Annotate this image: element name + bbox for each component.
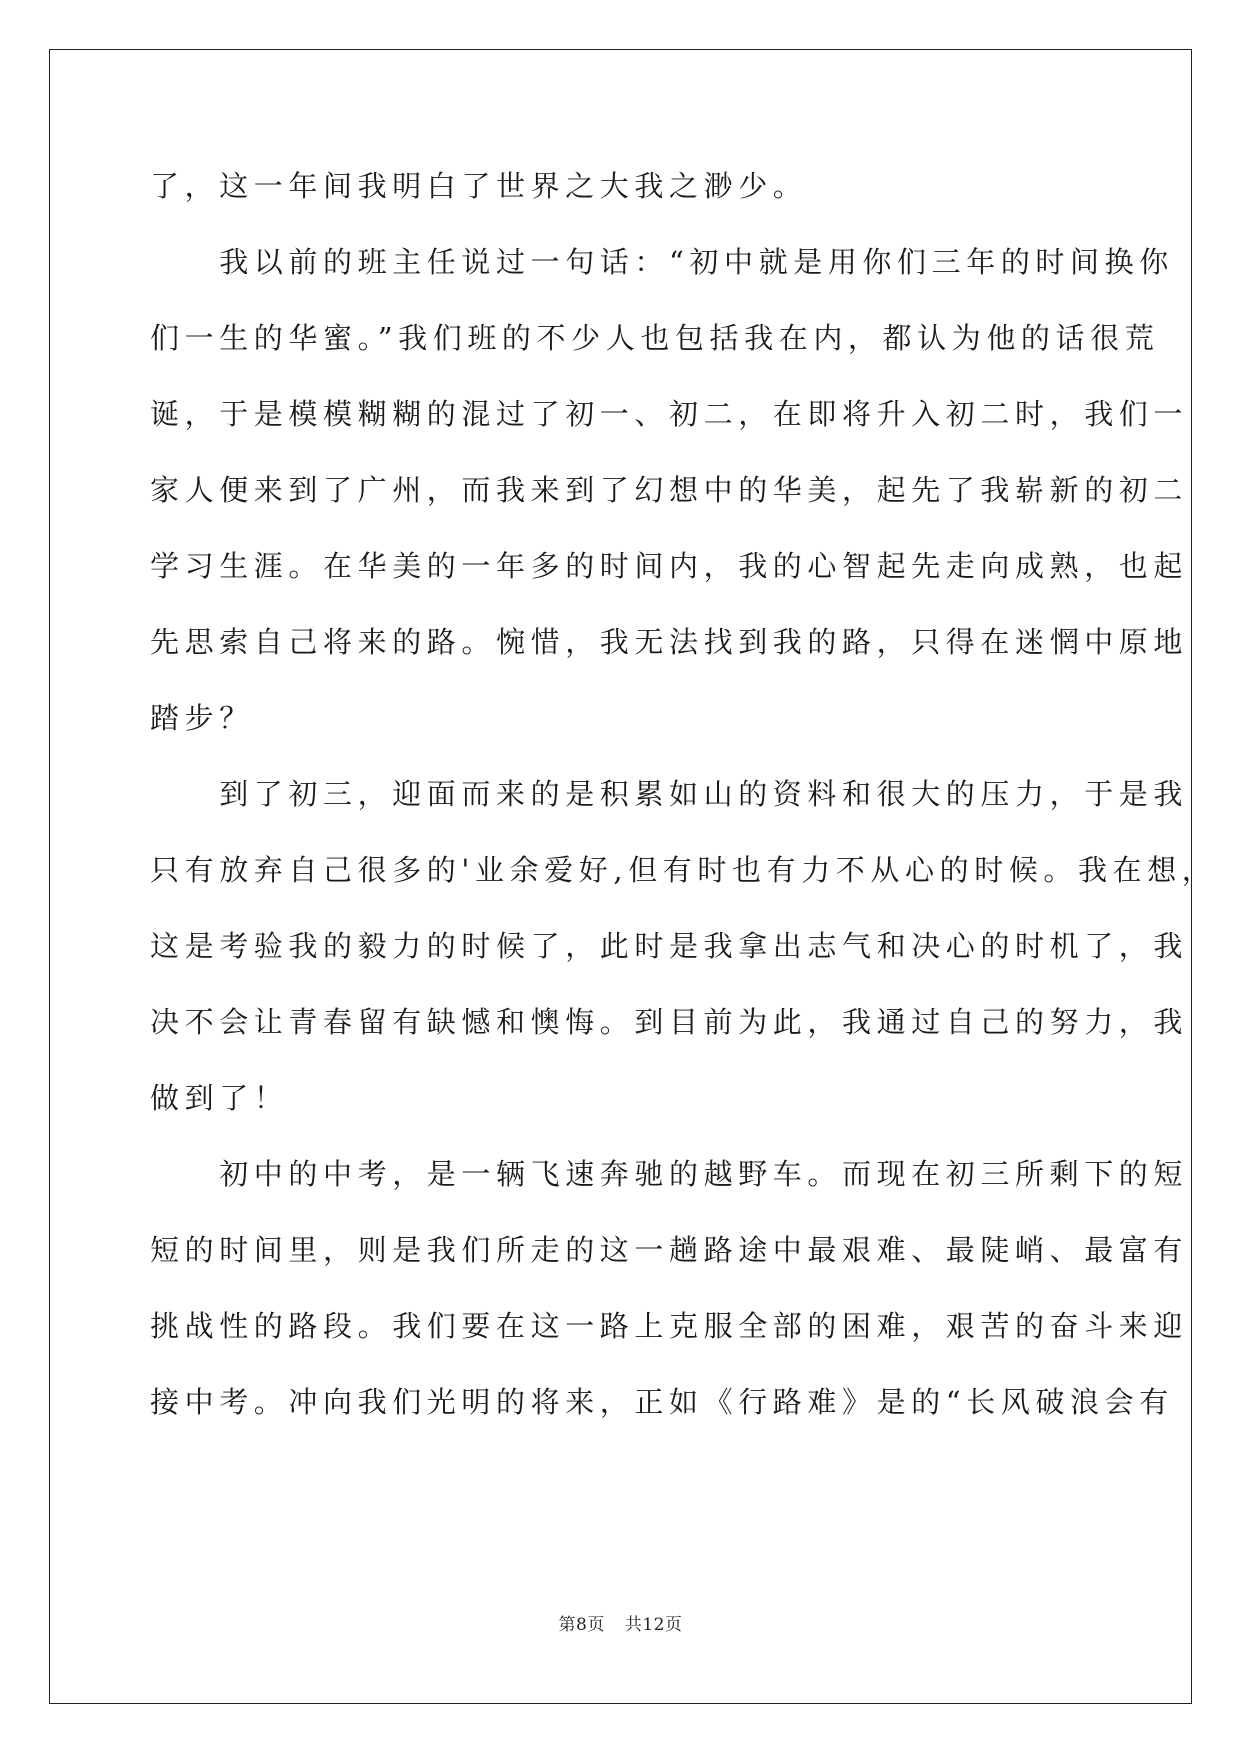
text-line: 挑战性的路段。我们要在这一路上克服全部的困难，艰苦的奋斗来迎 xyxy=(150,1309,1189,1343)
text-line: 决不会让青春留有缺憾和懊悔。到目前为此，我通过自己的努力，我 xyxy=(150,1005,1189,1039)
document-body xyxy=(150,148,1217,1440)
text-line: 了，这一年间我明白了世界之大我之渺少。 xyxy=(150,169,808,203)
text-line: 诞，于是模模糊糊的混过了初一、初二，在即将升入初二时，我们一 xyxy=(150,397,1189,431)
text-line: 先思索自己将来的路。惋惜，我无法找到我的路，只得在迷惘中原地 xyxy=(150,625,1189,659)
page-total: 共12页 xyxy=(624,1615,683,1635)
text-line: 学习生涯。在华美的一年多的时间内，我的心智起先走向成熟，也起 xyxy=(150,549,1189,583)
text-line: 踏步？ xyxy=(150,701,254,735)
text-line: 接中考。冲向我们光明的将来，正如《行路难》是的“长风破浪会有 xyxy=(150,1385,1174,1419)
page-number: 第8页 xyxy=(558,1615,605,1635)
text-line: 我以前的班主任说过一句话：“初中就是用你们三年的时间换你 xyxy=(150,245,1174,279)
text-line: 家人便来到了广州，而我来到了幻想中的华美，起先了我崭新的初二 xyxy=(150,473,1189,507)
text-line: 初中的中考，是一辆飞速奔驰的越野车。而现在初三所剩下的短 xyxy=(150,1157,1189,1191)
text-line: 们一生的华蜜。”我们班的不少人也包括我在内，都认为他的话很荒 xyxy=(150,321,1160,355)
text-line: 这是考验我的毅力的时候了，此时是我拿出志气和决心的时机了，我 xyxy=(150,929,1189,963)
text-line: 只有放弃自己很多的'业余爱好,但有时也有力不从心的时候。我在想， xyxy=(150,853,1217,887)
text-line: 短的时间里，则是我们所走的这一趟路途中最艰难、最陡峭、最富有 xyxy=(150,1233,1189,1267)
text-line: 做到了！ xyxy=(150,1081,289,1115)
page-footer xyxy=(0,1610,1241,1635)
text-line: 到了初三，迎面而来的是积累如山的资料和很大的压力，于是我 xyxy=(150,777,1189,811)
